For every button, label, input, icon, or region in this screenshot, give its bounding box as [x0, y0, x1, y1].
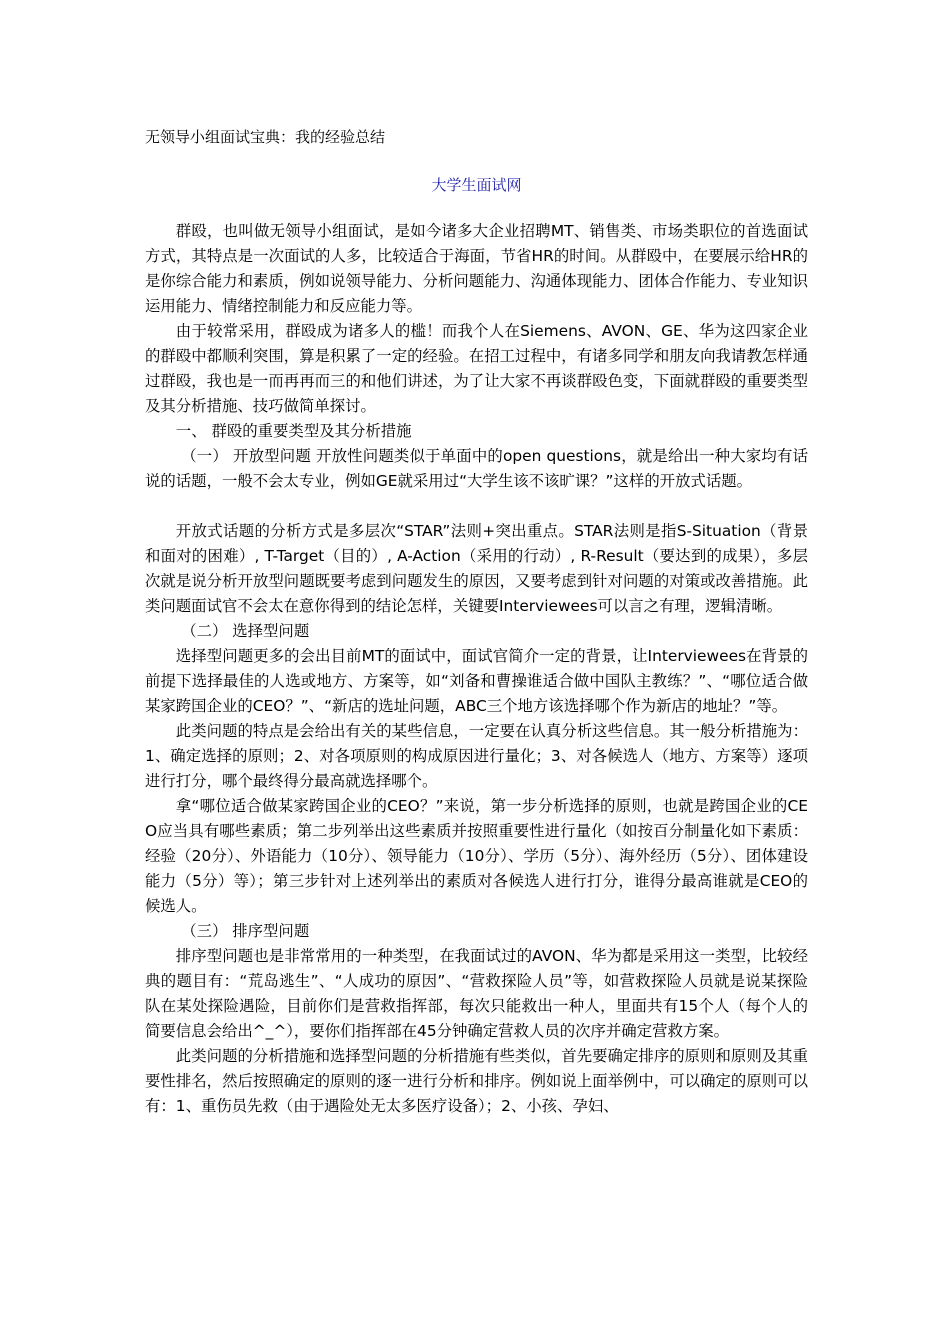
subsection-heading: （二） 选择型问题 [181, 622, 310, 640]
paragraph: 群殴，也叫做无领导小组面试，是如今诸多大企业招聘MT、销售类、市场类职位的首选面试方式，其特点是一次面试的人多，比较适合于海面，节省HR的时间。从群殴中，在要展示给HR的是你综合能力和素质，例如说领导能力、分析问题能力、沟通体现能力、团体合作能力、专业知识运用能力、情绪控制能力和反应能力等。 [145, 222, 808, 315]
paragraph: 此类问题的分析措施和选择型问题的分析措施有些类似，首先要确定排序的原则和原则及其重要性排名，然后按照确定的原则的逐一进行分析和排序。例如说上面举例中，可以确定的原则可以有：1、重伤员先救（由于遇险处无太多医疗设备）；2、小孩、孕妇、 [145, 1047, 808, 1115]
paragraph: 排序型问题也是非常常用的一种类型，在我面试过的AVON、华为都是采用这一类型，比较经典的题目有：“荒岛逃生”、“人成功的原因”、“营救探险人员”等，如营救探险人员就是说某探险队在某处探险遇险，目前你们是营救指挥部，每次只能救出一种人，里面共有15个人（每个人的简要信息会给出^_^），要你们指挥部在45分钟确定营救人员的次序并确定营救方案。 [145, 947, 808, 1040]
paragraph: 选择型问题更多的会出目前MT的面试中，面试官简介一定的背景，让Interviewees在背景的前提下选择最佳的人选或地方、方案等，如“刘备和曹操谁适合做中国队主教练？”、“哪位适合做某家跨国企业的CEO？”、“新店的选址问题，ABC三个地方该选择哪个作为新店的地址？”等。 [145, 647, 808, 715]
document-body [145, 219, 808, 1119]
section-heading: 一、 群殴的重要类型及其分析措施 [175, 422, 412, 440]
blank-line [145, 494, 808, 519]
paragraph: 此类问题的特点是会给出有关的某些信息，一定要在认真分析这些信息。其一般分析措施为：1、确定选择的原则；2、对各项原则的构成原因进行量化；3、对各候选人（地方、方案等）逐项进行打分，哪个最终得分最高就选择哪个。 [145, 722, 808, 790]
document-source: 大学生面试网 [431, 176, 522, 194]
paragraph: 拿“哪位适合做某家跨国企业的CEO？”来说，第一步分析选择的原则，也就是跨国企业的CEO应当具有哪些素质；第二步列举出这些素质并按照重要性进行量化（如按百分制量化如下素质：经验（20分）、外语能力（10分）、领导能力（10分）、学历（5分）、海外经历（5分）、团体建设能力（5分）等）；第三步针对上述列举出的素质对各候选人进行打分，谁得分最高谁就是CEO的候选人。 [145, 797, 808, 915]
paragraph: 由于较常采用，群殴成为诸多人的槛！而我个人在Siemens、AVON、GE、华为这四家企业的群殴中都顺利突围，算是积累了一定的经验。在招工过程中，有诸多同学和朋友向我请教怎样通过群殴，我也是一而再再而三的和他们讲述，为了让大家不再谈群殴色变，下面就群殴的重要类型及其分析措施、技巧做简单探讨。 [145, 322, 808, 415]
document-title: 无领导小组面试宝典：我的经验总结 [145, 128, 386, 146]
paragraph: （一） 开放型问题 开放性问题类似于单面中的open questions，就是给出一种大家均有话说的话题，一般不会太专业，例如GE就采用过“大学生该不该旷课？”这样的开放式话题。 [145, 447, 808, 490]
paragraph: 开放式话题的分析方式是多层次“STAR”法则+突出重点。STAR法则是指S-Situation（背景和面对的困难）, T-Target（目的）, A-Action（采用的行动）, R-Result（要达到的成果），多层次就是说分析开放型问题既要考虑到问题发生的原因，又要考虑到针对问题的对策或改善措施。此类问题面试官不会太在意你得到的结论怎样，关键要Interviewees可以言之有理，逻辑清晰。 [145, 522, 808, 615]
subsection-heading: （三） 排序型问题 [181, 922, 310, 940]
